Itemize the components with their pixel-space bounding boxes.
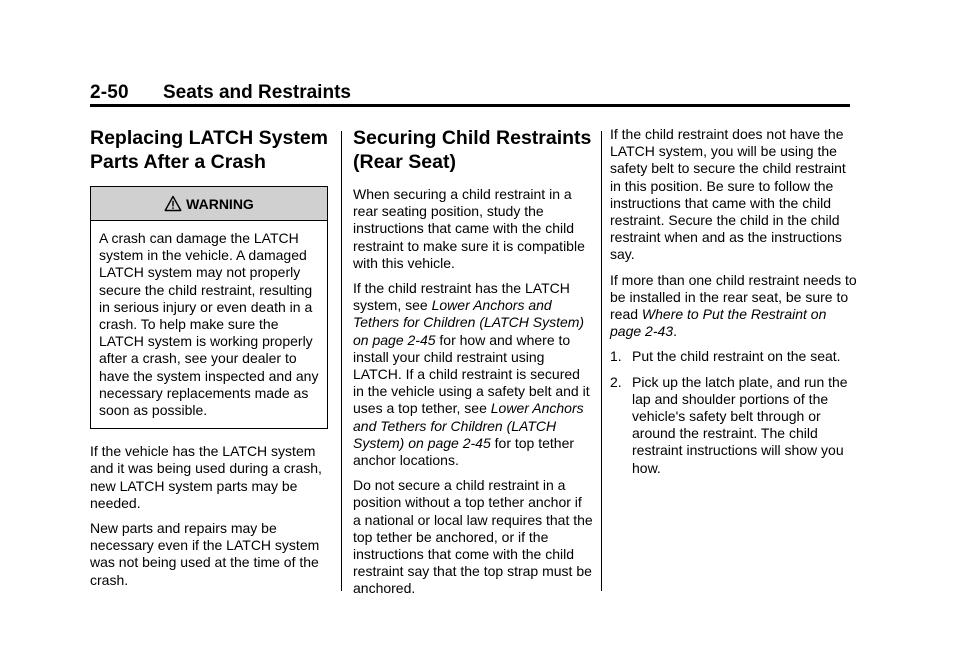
step-number: 2. xyxy=(610,373,622,390)
column-3 xyxy=(610,126,860,485)
column-1 xyxy=(90,126,330,597)
text-run: . xyxy=(673,323,677,340)
column-2 xyxy=(353,126,593,606)
step-text: Pick up the latch plate, and run the lap and shoulder portions of the vehicle's safety belt through or around the restraint. The child restraint instructions will show you how. xyxy=(632,373,848,476)
warning-header xyxy=(91,187,327,221)
heading-replacing-latch xyxy=(90,126,330,174)
paragraph: Do not secure a child restraint in a position without a top tether anchor if a national or local law requires that the top tether be anchored, or if the instructions that come with the child restraint say that the top strap must be anchored. xyxy=(353,477,593,597)
cross-reference-link[interactable]: Lower Anchors and Tethers for Children (LATCH System) on page 2-45 xyxy=(353,297,585,348)
text-run: If the child restraint has the LATCH system, see xyxy=(353,280,570,314)
heading-line: Replacing LATCH System xyxy=(90,127,329,149)
text-run: If more than one child restraint needs to be installed in the rear seat, be sure to read xyxy=(610,271,857,323)
page-header xyxy=(90,82,850,107)
step-item xyxy=(610,348,860,365)
text-run: for how and where to install your child restraint using LATCH. If a child restraint is secured in the vehicle using a safety belt and it uses a top tether, see xyxy=(353,331,590,417)
page-number: 2-50 xyxy=(90,82,129,103)
cross-reference-link[interactable]: Lower Anchors and Tethers for Children (LATCH System) on page 2-45 xyxy=(353,400,584,451)
column-divider xyxy=(341,131,342,591)
paragraph xyxy=(610,272,860,341)
paragraph: If the vehicle has the LATCH system and it was being used during a crash, new LATCH system parts may be needed. xyxy=(90,443,322,511)
warning-box xyxy=(90,186,328,429)
paragraph: If the child restraint does not have the LATCH system, you will be using the safety belt to secure the child restraint in this position. Be sure to follow the instructions that came with the child restraint. Secure the child in the child restraint when and as the instructions say. xyxy=(610,126,846,263)
step-item xyxy=(610,374,860,477)
heading-line: (Rear Seat) xyxy=(353,151,456,173)
paragraph xyxy=(353,280,593,469)
column-divider xyxy=(601,131,602,591)
paragraph: New parts and repairs may be necessary even if the LATCH system was not being used at the time of the crash. xyxy=(90,520,320,588)
cross-reference-link[interactable]: Where to Put the Restraint on page 2-43 xyxy=(610,306,827,340)
warning-label: WARNING xyxy=(186,195,254,212)
step-number: 1. xyxy=(610,348,622,365)
heading-line: Securing Child Restraints xyxy=(353,127,592,149)
warning-triangle-icon xyxy=(164,195,182,212)
heading-securing-child-restraints xyxy=(353,126,593,174)
section-title: Seats and Restraints xyxy=(163,82,351,103)
warning-text: A crash can damage the LATCH system in the vehicle. A damaged LATCH system may not properly secure the child restraint, resulting in serious injury or even death in a crash. To help make sure the LATCH system is working properly after a crash, see your dealer to have the system inspected and any necessary replacements made as soon as possible. xyxy=(99,230,319,419)
heading-line: Parts After a Crash xyxy=(90,151,266,173)
step-text: Put the child restraint on the seat. xyxy=(632,348,841,365)
paragraph: When securing a child restraint in a rear seating position, study the instructions that came with the child restraint to make sure it is compatible with this vehicle. xyxy=(353,186,585,271)
text-run: for top tether anchor locations. xyxy=(353,434,575,469)
instruction-steps xyxy=(610,348,860,476)
